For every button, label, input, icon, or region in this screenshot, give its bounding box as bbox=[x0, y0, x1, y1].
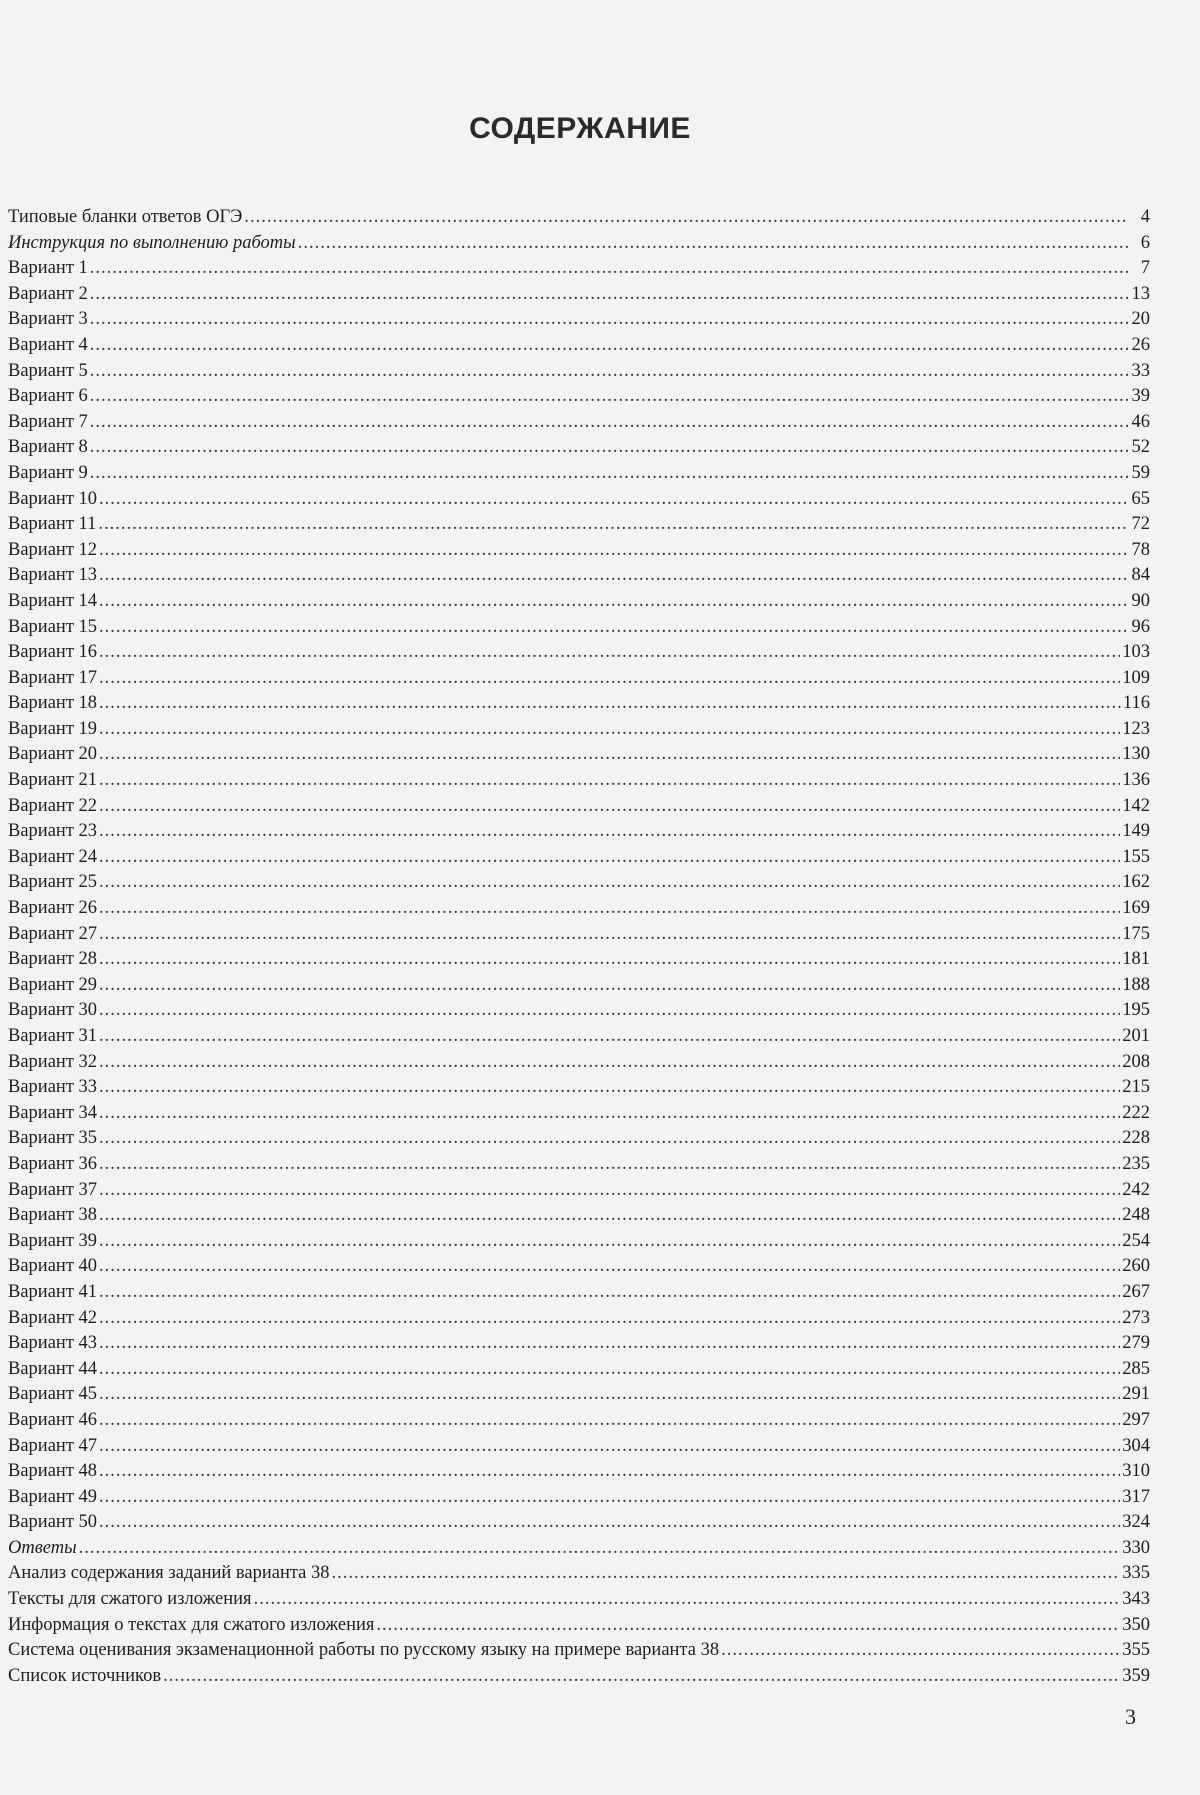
toc-entry-title: Вариант 17 bbox=[8, 667, 98, 688]
toc-entry bbox=[8, 870, 1150, 896]
toc-entry-page: 330 bbox=[1122, 1537, 1150, 1558]
toc-entry-page: 26 bbox=[1131, 334, 1150, 355]
toc-leader-dots bbox=[99, 1229, 1120, 1255]
toc-entry-title: Вариант 18 bbox=[8, 693, 98, 714]
toc-entry-title: Вариант 48 bbox=[8, 1461, 98, 1482]
toc-entry bbox=[8, 435, 1150, 461]
toc-entry bbox=[8, 1510, 1150, 1536]
toc-entry bbox=[8, 1101, 1150, 1127]
toc-leader-dots bbox=[99, 1024, 1120, 1050]
toc-entry-page: 162 bbox=[1122, 872, 1150, 893]
toc-entry-title: Вариант 40 bbox=[8, 1256, 98, 1277]
toc-entry bbox=[8, 282, 1150, 308]
toc-entry-title: Вариант 36 bbox=[8, 1153, 98, 1174]
toc-leader-dots bbox=[99, 640, 1120, 666]
toc-entry-title: Типовые бланки ответов ОГЭ bbox=[8, 207, 243, 227]
toc-leader-dots bbox=[99, 998, 1120, 1024]
toc-entry bbox=[8, 461, 1150, 487]
toc-entry-page: 103 bbox=[1122, 642, 1150, 663]
toc-leader-dots bbox=[376, 1613, 1120, 1639]
toc-leader-dots bbox=[79, 1536, 1121, 1562]
toc-leader-dots bbox=[90, 256, 1128, 282]
toc-entry-title: Вариант 5 bbox=[8, 360, 88, 381]
toc-leader-dots bbox=[163, 1664, 1120, 1690]
toc-entry-page: 96 bbox=[1131, 616, 1150, 637]
toc-leader-dots bbox=[99, 845, 1120, 871]
toc-entry-title: Вариант 11 bbox=[8, 514, 97, 535]
toc-entry bbox=[8, 205, 1150, 231]
toc-entry-title: Вариант 41 bbox=[8, 1281, 98, 1302]
toc-entry bbox=[8, 768, 1150, 794]
toc-leader-dots bbox=[99, 1485, 1120, 1511]
toc-entry-title: Вариант 8 bbox=[8, 437, 88, 458]
toc-entry-title: Вариант 15 bbox=[8, 616, 98, 637]
toc-entry-title: Вариант 33 bbox=[8, 1077, 98, 1098]
toc-entry-page: 350 bbox=[1122, 1614, 1150, 1635]
toc-entry-page: 297 bbox=[1122, 1409, 1150, 1430]
toc-entry-page: 324 bbox=[1122, 1512, 1150, 1533]
toc-entry-title: Вариант 38 bbox=[8, 1205, 98, 1226]
toc-entry bbox=[8, 1280, 1150, 1306]
toc-entry bbox=[8, 1382, 1150, 1408]
toc-entry-title: Вариант 45 bbox=[8, 1384, 98, 1405]
toc-entry-title: Вариант 31 bbox=[8, 1026, 98, 1046]
toc-entry-title: Вариант 39 bbox=[8, 1230, 98, 1251]
toc-entry bbox=[8, 410, 1150, 436]
toc-leader-dots bbox=[99, 768, 1120, 794]
toc-entry bbox=[8, 487, 1150, 513]
toc-entry-page: 175 bbox=[1122, 923, 1150, 944]
page-number: 3 bbox=[1125, 1704, 1136, 1729]
toc-leader-dots bbox=[98, 512, 1128, 538]
toc-entry-title: Анализ содержания заданий варианта 38 bbox=[8, 1563, 330, 1584]
toc-leader-dots bbox=[99, 1126, 1120, 1152]
toc-leader-dots bbox=[90, 461, 1128, 487]
toc-entry-page: 228 bbox=[1122, 1128, 1150, 1149]
toc-entry-title: Вариант 19 bbox=[8, 718, 98, 739]
toc-entry bbox=[8, 1613, 1150, 1639]
toc-entry-title: Вариант 2 bbox=[8, 283, 88, 304]
toc-entry bbox=[8, 563, 1150, 589]
toc-entry-title: Вариант 50 bbox=[8, 1512, 98, 1533]
toc-entry bbox=[8, 819, 1150, 845]
toc-leader-dots bbox=[244, 205, 1128, 231]
toc-entry bbox=[8, 973, 1150, 999]
toc-entry-page: 222 bbox=[1122, 1102, 1150, 1123]
toc-entry bbox=[8, 1434, 1150, 1460]
toc-entry bbox=[8, 1229, 1150, 1255]
toc-leader-dots bbox=[99, 1280, 1120, 1306]
toc-entry-title: Ответы bbox=[8, 1537, 77, 1558]
toc-entry-page: 130 bbox=[1122, 744, 1150, 765]
toc-leader-dots bbox=[721, 1638, 1120, 1664]
toc-entry-page: 155 bbox=[1122, 846, 1150, 867]
toc-leader-dots bbox=[99, 1203, 1120, 1229]
toc-entry-title: Вариант 23 bbox=[8, 821, 98, 842]
toc-leader-dots bbox=[90, 333, 1128, 359]
toc-leader-dots bbox=[99, 1101, 1120, 1127]
toc-leader-dots bbox=[99, 1382, 1120, 1408]
toc-entry-title: Вариант 21 bbox=[8, 770, 98, 791]
toc-entry-page: 310 bbox=[1122, 1461, 1150, 1482]
toc-entry-title: Вариант 29 bbox=[8, 974, 98, 995]
toc-leader-dots bbox=[99, 947, 1120, 973]
toc-entry-title: Список источников bbox=[8, 1665, 162, 1686]
toc-entry bbox=[8, 1561, 1150, 1587]
toc-entry bbox=[8, 1050, 1150, 1076]
toc-entry-title: Вариант 22 bbox=[8, 795, 98, 816]
toc-entry-page: 285 bbox=[1122, 1358, 1150, 1379]
toc-leader-dots bbox=[99, 487, 1128, 513]
toc-entry-title: Вариант 16 bbox=[8, 642, 98, 663]
toc-leader-dots bbox=[99, 794, 1120, 820]
toc-entry-title: Вариант 12 bbox=[8, 539, 98, 560]
toc-leader-dots bbox=[99, 1510, 1120, 1536]
toc-leader-dots bbox=[99, 973, 1120, 999]
toc-leader-dots bbox=[99, 1152, 1120, 1178]
toc-leader-dots bbox=[99, 1254, 1120, 1280]
toc-entry-title: Вариант 44 bbox=[8, 1358, 98, 1379]
toc-entry-title: Вариант 1 bbox=[8, 258, 88, 279]
toc-entry-title: Вариант 13 bbox=[8, 565, 98, 586]
toc-leader-dots bbox=[99, 1178, 1120, 1204]
toc-entry-page: 7 bbox=[1140, 258, 1150, 279]
toc-entry bbox=[8, 845, 1150, 871]
toc-entry bbox=[8, 922, 1150, 948]
toc-entry-page: 4 bbox=[1140, 207, 1150, 227]
toc-leader-dots bbox=[99, 615, 1128, 641]
toc-entry-title: Вариант 14 bbox=[8, 590, 98, 611]
toc-entry-page: 52 bbox=[1131, 437, 1150, 458]
toc-entry-page: 359 bbox=[1122, 1665, 1150, 1686]
toc-entry bbox=[8, 1408, 1150, 1434]
toc-entry-title: Вариант 25 bbox=[8, 872, 98, 893]
toc-entry bbox=[8, 384, 1150, 410]
table-of-contents bbox=[8, 205, 1150, 1689]
toc-entry-page: 317 bbox=[1122, 1486, 1150, 1507]
toc-entry-page: 267 bbox=[1122, 1281, 1150, 1302]
toc-entry-page: 72 bbox=[1131, 514, 1150, 535]
toc-entry-page: 59 bbox=[1131, 462, 1150, 483]
toc-leader-dots bbox=[298, 231, 1128, 257]
toc-entry bbox=[8, 1331, 1150, 1357]
toc-leader-dots bbox=[99, 563, 1128, 589]
toc-entry-page: 235 bbox=[1122, 1153, 1150, 1174]
toc-entry-title: Инструкция по выполнению работы bbox=[8, 232, 296, 253]
toc-entry-title: Тексты для сжатого изложения bbox=[8, 1589, 252, 1610]
toc-entry-page: 109 bbox=[1122, 667, 1150, 688]
toc-entry-page: 273 bbox=[1122, 1307, 1150, 1328]
toc-leader-dots bbox=[99, 896, 1120, 922]
toc-leader-dots bbox=[99, 666, 1120, 692]
toc-entry-title: Вариант 27 bbox=[8, 923, 98, 944]
toc-entry-page: 335 bbox=[1122, 1563, 1150, 1584]
toc-entry-page: 355 bbox=[1122, 1640, 1150, 1661]
toc-entry-page: 201 bbox=[1122, 1026, 1150, 1046]
toc-entry-page: 260 bbox=[1122, 1256, 1150, 1277]
toc-leader-dots bbox=[99, 538, 1128, 564]
toc-entry bbox=[8, 589, 1150, 615]
toc-entry-page: 136 bbox=[1122, 770, 1150, 791]
toc-leader-dots bbox=[90, 384, 1128, 410]
toc-leader-dots bbox=[99, 1357, 1120, 1383]
toc-entry bbox=[8, 1126, 1150, 1152]
toc-entry-page: 208 bbox=[1122, 1051, 1150, 1072]
toc-entry-page: 90 bbox=[1131, 590, 1150, 611]
toc-entry bbox=[8, 896, 1150, 922]
toc-entry-title: Вариант 10 bbox=[8, 488, 98, 509]
toc-leader-dots bbox=[99, 1050, 1120, 1076]
toc-entry-title: Вариант 9 bbox=[8, 462, 88, 483]
toc-entry-page: 242 bbox=[1122, 1179, 1150, 1200]
toc-entry bbox=[8, 1178, 1150, 1204]
toc-entry-page: 169 bbox=[1122, 898, 1150, 919]
toc-entry bbox=[8, 231, 1150, 257]
toc-leader-dots bbox=[99, 717, 1120, 743]
toc-leader-dots bbox=[90, 410, 1128, 436]
toc-leader-dots bbox=[99, 1434, 1120, 1460]
toc-entry-title: Информация о текстах для сжатого изложения bbox=[8, 1614, 375, 1635]
toc-entry-page: 279 bbox=[1122, 1333, 1150, 1354]
toc-leader-dots bbox=[99, 819, 1120, 845]
toc-leader-dots bbox=[90, 359, 1128, 385]
toc-entry-title: Вариант 32 bbox=[8, 1051, 98, 1072]
toc-leader-dots bbox=[99, 1075, 1120, 1101]
toc-entry bbox=[8, 1024, 1150, 1050]
toc-entry-title: Вариант 30 bbox=[8, 1000, 98, 1021]
toc-entry-title: Вариант 46 bbox=[8, 1409, 98, 1430]
toc-entry-title: Вариант 42 bbox=[8, 1307, 98, 1328]
toc-entry-page: 195 bbox=[1122, 1000, 1150, 1021]
toc-entry-page: 39 bbox=[1131, 386, 1150, 407]
toc-entry-title: Вариант 49 bbox=[8, 1486, 98, 1507]
toc-entry bbox=[8, 615, 1150, 641]
toc-entry-title: Вариант 43 bbox=[8, 1333, 98, 1354]
toc-entry-page: 84 bbox=[1131, 565, 1150, 586]
toc-entry bbox=[8, 1638, 1150, 1664]
toc-entry bbox=[8, 1459, 1150, 1485]
toc-entry-page: 215 bbox=[1122, 1077, 1150, 1098]
toc-leader-dots bbox=[90, 307, 1128, 333]
toc-entry-page: 304 bbox=[1122, 1435, 1150, 1456]
toc-entry bbox=[8, 256, 1150, 282]
toc-entry bbox=[8, 1306, 1150, 1332]
toc-entry bbox=[8, 794, 1150, 820]
toc-leader-dots bbox=[99, 742, 1120, 768]
toc-entry-page: 181 bbox=[1122, 949, 1150, 970]
toc-entry-page: 116 bbox=[1122, 693, 1150, 714]
toc-leader-dots bbox=[99, 1408, 1120, 1434]
toc-leader-dots bbox=[99, 691, 1121, 717]
toc-entry-title: Система оценивания экзаменационной работы по русскому языку на примере варианта 38 bbox=[8, 1640, 720, 1661]
toc-leader-dots bbox=[99, 589, 1128, 615]
toc-entry-title: Вариант 4 bbox=[8, 334, 88, 355]
toc-leader-dots bbox=[99, 870, 1120, 896]
toc-entry bbox=[8, 1254, 1150, 1280]
toc-entry-page: 254 bbox=[1122, 1230, 1150, 1251]
toc-entry-page: 343 bbox=[1122, 1589, 1150, 1610]
toc-entry-page: 142 bbox=[1122, 795, 1150, 816]
toc-leader-dots bbox=[99, 1459, 1120, 1485]
toc-entry bbox=[8, 666, 1150, 692]
toc-entry-title: Вариант 3 bbox=[8, 309, 88, 330]
toc-entry bbox=[8, 1203, 1150, 1229]
toc-entry-page: 123 bbox=[1122, 718, 1150, 739]
toc-entry bbox=[8, 691, 1150, 717]
toc-leader-dots bbox=[99, 1331, 1120, 1357]
toc-entry-title: Вариант 35 bbox=[8, 1128, 98, 1149]
toc-leader-dots bbox=[90, 282, 1128, 308]
toc-entry-title: Вариант 24 bbox=[8, 846, 98, 867]
toc-entry bbox=[8, 512, 1150, 538]
toc-entry-title: Вариант 47 bbox=[8, 1435, 98, 1456]
toc-entry bbox=[8, 307, 1150, 333]
toc-entry-title: Вариант 34 bbox=[8, 1102, 98, 1123]
toc-leader-dots bbox=[332, 1561, 1121, 1587]
toc-entry bbox=[8, 538, 1150, 564]
toc-leader-dots bbox=[254, 1587, 1121, 1613]
toc-entry bbox=[8, 333, 1150, 359]
toc-entry-title: Вариант 26 bbox=[8, 898, 98, 919]
toc-entry-page: 6 bbox=[1140, 232, 1150, 253]
toc-entry-page: 188 bbox=[1122, 974, 1150, 995]
toc-entry bbox=[8, 1587, 1150, 1613]
toc-entry bbox=[8, 1664, 1150, 1690]
toc-entry-title: Вариант 37 bbox=[8, 1179, 98, 1200]
toc-entry bbox=[8, 359, 1150, 385]
toc-leader-dots bbox=[90, 435, 1128, 461]
toc-entry-page: 291 bbox=[1122, 1384, 1150, 1405]
toc-entry-title: Вариант 28 bbox=[8, 949, 98, 970]
toc-entry bbox=[8, 998, 1150, 1024]
toc-entry bbox=[8, 1485, 1150, 1511]
toc-entry bbox=[8, 1075, 1150, 1101]
toc-leader-dots bbox=[99, 922, 1120, 948]
toc-entry bbox=[8, 1152, 1150, 1178]
toc-leader-dots bbox=[99, 1306, 1120, 1332]
toc-entry-page: 149 bbox=[1122, 821, 1150, 842]
toc-entry bbox=[8, 640, 1150, 666]
toc-entry-title: Вариант 20 bbox=[8, 744, 98, 765]
toc-entry-page: 65 bbox=[1131, 488, 1150, 509]
page-title: СОДЕРЖАНИЕ bbox=[469, 112, 691, 145]
toc-entry-page: 46 bbox=[1131, 411, 1150, 432]
toc-entry bbox=[8, 742, 1150, 768]
toc-entry-page: 78 bbox=[1131, 539, 1150, 560]
toc-entry-title: Вариант 7 bbox=[8, 411, 88, 432]
toc-entry-page: 20 bbox=[1131, 309, 1150, 330]
toc-entry bbox=[8, 1536, 1150, 1562]
toc-entry bbox=[8, 1357, 1150, 1383]
toc-entry bbox=[8, 717, 1150, 743]
toc-entry bbox=[8, 947, 1150, 973]
toc-entry-page: 248 bbox=[1122, 1205, 1150, 1226]
toc-entry-page: 13 bbox=[1131, 283, 1150, 304]
toc-entry-page: 33 bbox=[1131, 360, 1150, 381]
toc-entry-title: Вариант 6 bbox=[8, 386, 88, 407]
